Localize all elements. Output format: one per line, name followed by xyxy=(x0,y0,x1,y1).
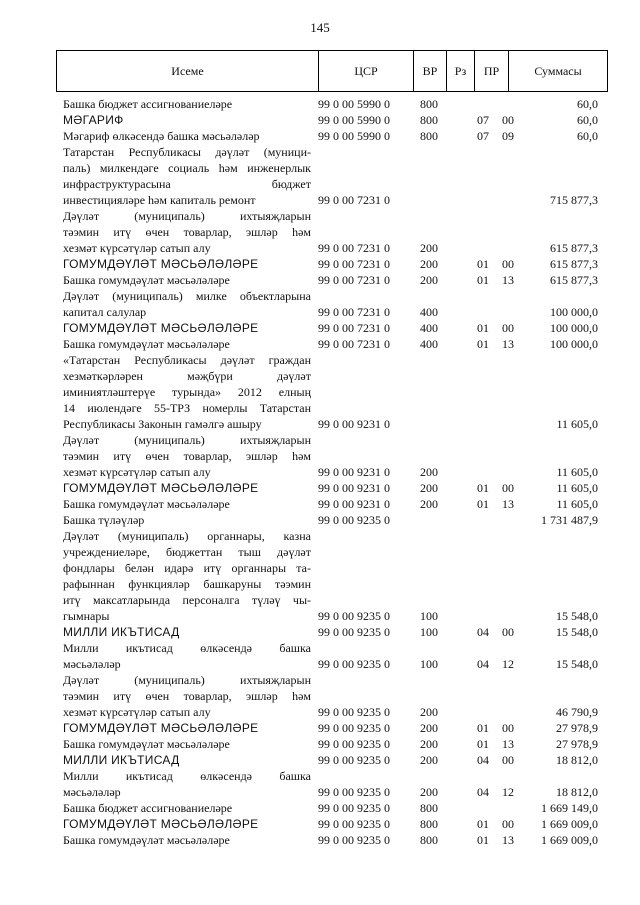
table-row xyxy=(0,256,640,272)
row-name-line: иминиятлəштерүе турында» 2012 елның xyxy=(63,385,311,399)
row-csr: 99 0 00 5990 0 xyxy=(318,113,390,127)
row-csr: 99 0 00 7231 0 xyxy=(318,273,390,287)
row-sum: 15 548,0 xyxy=(556,657,598,671)
row-pr: 12 xyxy=(502,785,514,799)
row-csr: 99 0 00 9235 0 xyxy=(318,753,390,767)
table-row xyxy=(0,624,640,640)
row-name-line: рафыннан функциялəр башкаруны тəэмин xyxy=(63,577,311,591)
row-csr: 99 0 00 7231 0 xyxy=(318,305,390,319)
row-name-line: итү максатларында персоналга түлəү чы- xyxy=(63,593,311,607)
table-header xyxy=(56,50,608,92)
row-name xyxy=(63,512,311,528)
row-name-line: Дəүлəт (муниципаль) ихтыяҗларын xyxy=(63,209,311,223)
table-row xyxy=(0,352,640,432)
row-name-line: Башка бюджет ассигнованиелəре xyxy=(63,801,233,815)
table-row xyxy=(0,512,640,528)
row-vr: 100 xyxy=(420,625,438,639)
row-name-line: ГОМУМДӘҮЛӘТ МӘСЬӘЛӘЛӘРЕ xyxy=(63,721,259,735)
row-name-line: Башка гомумдəүлəт мəсьəлəлəре xyxy=(63,497,230,511)
row-csr: 99 0 00 7231 0 xyxy=(318,337,390,351)
row-csr: 99 0 00 9235 0 xyxy=(318,609,390,623)
row-name-line: фондлары белəн идарə итү органнары та- xyxy=(63,561,311,575)
table-row xyxy=(0,528,640,624)
row-csr: 99 0 00 9231 0 xyxy=(318,417,390,431)
row-csr: 99 0 00 7231 0 xyxy=(318,321,390,335)
row-csr: 99 0 00 9235 0 xyxy=(318,801,390,815)
row-vr: 200 xyxy=(420,241,438,255)
row-csr: 99 0 00 7231 0 xyxy=(318,257,390,271)
table-row xyxy=(0,96,640,112)
row-rz: 01 xyxy=(477,833,489,847)
row-name xyxy=(63,640,311,672)
row-name xyxy=(63,432,311,480)
row-sum: 1 669 009,0 xyxy=(541,817,598,831)
row-name-line: ГОМУМДӘҮЛӘТ МӘСЬӘЛӘЛӘРЕ xyxy=(63,321,259,335)
row-csr: 99 0 00 9235 0 xyxy=(318,737,390,751)
row-name xyxy=(63,832,311,848)
row-vr: 200 xyxy=(420,705,438,719)
row-vr: 800 xyxy=(420,801,438,815)
column-header-csr: ЦСР xyxy=(319,51,414,91)
row-csr: 99 0 00 9231 0 xyxy=(318,465,390,479)
row-name-line: Дəүлəт (муниципаль) милке объектларына xyxy=(63,289,311,303)
row-vr: 200 xyxy=(420,785,438,799)
row-vr: 800 xyxy=(420,97,438,111)
row-name-line: Башка гомумдəүлəт мəсьəлəлəре xyxy=(63,337,230,351)
row-name-line: мəсьəлəлəр xyxy=(63,785,121,799)
row-rz: 01 xyxy=(477,321,489,335)
column-header-pr: ПР xyxy=(475,51,509,91)
row-name-line: капитал салулар xyxy=(63,305,147,319)
row-name xyxy=(63,752,311,768)
row-sum: 615 877,3 xyxy=(550,273,598,287)
row-name xyxy=(63,256,311,272)
row-vr: 400 xyxy=(420,337,438,351)
row-sum: 100 000,0 xyxy=(550,305,598,319)
row-sum: 60,0 xyxy=(577,113,598,127)
row-csr: 99 0 00 9235 0 xyxy=(318,721,390,735)
row-rz: 01 xyxy=(477,273,489,287)
row-vr: 800 xyxy=(420,817,438,831)
row-name-line: гымнары xyxy=(63,609,110,623)
row-name-line: Милли икътисад өлкəсендə башка xyxy=(63,769,311,783)
row-pr: 13 xyxy=(502,833,514,847)
row-name-line: Башка түлəүлəр xyxy=(63,513,145,527)
row-sum: 615 877,3 xyxy=(550,241,598,255)
row-pr: 00 xyxy=(502,113,514,127)
row-name-line: Дəүлəт (муниципаль) ихтыяҗларын xyxy=(63,673,311,687)
table-row xyxy=(0,752,640,768)
row-name xyxy=(63,288,311,320)
row-vr: 800 xyxy=(420,113,438,127)
row-pr: 12 xyxy=(502,657,514,671)
table-row xyxy=(0,800,640,816)
row-pr: 00 xyxy=(502,625,514,639)
row-name xyxy=(63,736,311,752)
row-sum: 11 605,0 xyxy=(556,417,598,431)
row-name-line: Башка гомумдəүлəт мəсьəлəлəре xyxy=(63,833,230,847)
row-vr: 200 xyxy=(420,753,438,767)
row-sum: 1 731 487,9 xyxy=(541,513,598,527)
row-name-line: ГОМУМДӘҮЛӘТ МӘСЬӘЛӘЛӘРЕ xyxy=(63,481,259,495)
row-name xyxy=(63,800,311,816)
table-row xyxy=(0,640,640,672)
row-rz: 01 xyxy=(477,737,489,751)
row-csr: 99 0 00 9231 0 xyxy=(318,497,390,511)
table-row xyxy=(0,480,640,496)
row-name xyxy=(63,272,311,288)
row-name-line: хезмəт күрсəтүлəр сатып алу xyxy=(63,241,211,255)
table-row xyxy=(0,432,640,480)
table-row xyxy=(0,320,640,336)
row-sum: 15 548,0 xyxy=(556,625,598,639)
row-pr: 00 xyxy=(502,753,514,767)
row-name xyxy=(63,112,311,128)
table-row xyxy=(0,496,640,512)
row-sum: 27 978,9 xyxy=(556,721,598,735)
row-csr: 99 0 00 9235 0 xyxy=(318,833,390,847)
row-sum: 1 669 149,0 xyxy=(541,801,598,815)
page-number: 145 xyxy=(310,20,330,35)
table-row xyxy=(0,768,640,800)
row-csr: 99 0 00 9235 0 xyxy=(318,513,390,527)
row-rz: 04 xyxy=(477,785,489,799)
row-csr: 99 0 00 5990 0 xyxy=(318,129,390,143)
row-vr: 200 xyxy=(420,497,438,511)
row-vr: 800 xyxy=(420,833,438,847)
column-header-name: Исеме xyxy=(57,51,319,91)
row-sum: 715 877,3 xyxy=(550,193,598,207)
row-name-line: мəсьəлəлəр xyxy=(63,657,121,671)
row-sum: 11 605,0 xyxy=(556,481,598,495)
row-pr: 13 xyxy=(502,737,514,751)
row-sum: 100 000,0 xyxy=(550,321,598,335)
row-name xyxy=(63,480,311,496)
table-row xyxy=(0,720,640,736)
row-rz: 04 xyxy=(477,625,489,639)
row-sum: 46 790,9 xyxy=(556,705,598,719)
row-sum: 15 548,0 xyxy=(556,609,598,623)
table-row xyxy=(0,128,640,144)
row-sum: 100 000,0 xyxy=(550,337,598,351)
row-name xyxy=(63,496,311,512)
row-name xyxy=(63,144,311,208)
table-row xyxy=(0,336,640,352)
row-name xyxy=(63,528,311,624)
row-name xyxy=(63,352,311,432)
column-header-vr: ВР xyxy=(414,51,447,91)
row-rz: 01 xyxy=(477,337,489,351)
row-name-line: инвестициялəре һəм капиталь ремонт xyxy=(63,193,256,207)
row-name xyxy=(63,816,311,832)
row-pr: 13 xyxy=(502,337,514,351)
row-name-line: «Татарстан Республикасы дəүлəт граждан xyxy=(63,353,311,367)
table-row xyxy=(0,272,640,288)
row-rz: 01 xyxy=(477,481,489,495)
row-name-line: МИЛЛИ ИКЪТИСАД xyxy=(63,625,180,639)
row-name xyxy=(63,320,311,336)
row-rz: 01 xyxy=(477,497,489,511)
row-vr: 200 xyxy=(420,737,438,751)
row-csr: 99 0 00 9235 0 xyxy=(318,817,390,831)
row-rz: 01 xyxy=(477,721,489,735)
row-name-line: хезмəт күрсəтүлəр сатып алу xyxy=(63,705,211,719)
column-header-sum: Суммасы xyxy=(534,64,582,78)
row-name-line: Республикасы Законын гамəлгə ашыру xyxy=(63,417,262,431)
row-vr: 800 xyxy=(420,129,438,143)
row-rz: 07 xyxy=(477,113,489,127)
row-csr: 99 0 00 7231 0 xyxy=(318,193,390,207)
row-pr: 00 xyxy=(502,257,514,271)
row-sum: 11 605,0 xyxy=(556,497,598,511)
row-sum: 60,0 xyxy=(577,97,598,111)
row-sum: 1 669 009,0 xyxy=(541,833,598,847)
table-row xyxy=(0,672,640,720)
row-vr: 200 xyxy=(420,273,438,287)
row-name-line: Мəгариф өлкəсендə башка мəсьəлəлəр xyxy=(63,129,260,143)
row-name-line: тəэмин итү өчен товарлар, эшлəр һəм xyxy=(63,225,311,239)
row-csr: 99 0 00 7231 0 xyxy=(318,241,390,255)
row-name xyxy=(63,336,311,352)
row-name xyxy=(63,208,311,256)
row-name-line: Башка гомумдəүлəт мəсьəлəлəре xyxy=(63,273,230,287)
row-name-line: Башка бюджет ассигнованиелəре xyxy=(63,97,233,111)
row-name-line: Дəүлəт (муниципаль) органнары, казна xyxy=(63,529,311,543)
table-row xyxy=(0,208,640,256)
row-name-line: Милли икътисад өлкəсендə башка xyxy=(63,641,311,655)
row-rz: 04 xyxy=(477,753,489,767)
row-vr: 400 xyxy=(420,305,438,319)
row-name-line: учреждениелəре, бюджеттан тыш дəүлəт xyxy=(63,545,311,559)
row-name-line: Дəүлəт (муниципаль) ихтыяҗларын xyxy=(63,433,311,447)
row-name-line: паль) милкендəге социаль һəм инженерлык xyxy=(63,161,311,175)
row-csr: 99 0 00 9235 0 xyxy=(318,657,390,671)
row-csr: 99 0 00 9235 0 xyxy=(318,785,390,799)
row-name-line: хезмəт күрсəтүлəр сатып алу xyxy=(63,465,211,479)
row-vr: 200 xyxy=(420,257,438,271)
row-rz: 07 xyxy=(477,129,489,143)
table-row xyxy=(0,288,640,320)
row-vr: 100 xyxy=(420,657,438,671)
row-name-line: тəэмин итү өчен товарлар, эшлəр һəм xyxy=(63,449,311,463)
row-name xyxy=(63,624,311,640)
row-name-line: МӘГАРИФ xyxy=(63,113,124,127)
row-name xyxy=(63,96,311,112)
row-csr: 99 0 00 9235 0 xyxy=(318,705,390,719)
row-sum: 11 605,0 xyxy=(556,465,598,479)
row-sum: 18 812,0 xyxy=(556,753,598,767)
row-name-line: ГОМУМДӘҮЛӘТ МӘСЬӘЛӘЛӘРЕ xyxy=(63,257,259,271)
row-pr: 00 xyxy=(502,321,514,335)
row-pr: 13 xyxy=(502,497,514,511)
column-header-rz: Рз xyxy=(447,51,475,91)
row-rz: 01 xyxy=(477,817,489,831)
row-sum: 60,0 xyxy=(577,129,598,143)
table-row xyxy=(0,112,640,128)
row-csr: 99 0 00 5990 0 xyxy=(318,97,390,111)
row-vr: 400 xyxy=(420,321,438,335)
row-sum: 18 812,0 xyxy=(556,785,598,799)
row-vr: 200 xyxy=(420,721,438,735)
row-name-line: 14 июлендəге 55-ТРЗ номерлы Татарстан xyxy=(63,401,311,415)
row-name xyxy=(63,128,311,144)
row-name-line: инфраструктурасына бюджет xyxy=(63,177,311,191)
row-pr: 00 xyxy=(502,481,514,495)
table-row xyxy=(0,832,640,848)
row-name-line: хезмəткəрлəрен мəҗбүри дəүлəт xyxy=(63,369,311,383)
row-name-line: ГОМУМДӘҮЛӘТ МӘСЬӘЛӘЛӘРЕ xyxy=(63,817,259,831)
row-name xyxy=(63,672,311,720)
table-row xyxy=(0,816,640,832)
row-pr: 09 xyxy=(502,129,514,143)
row-csr: 99 0 00 9231 0 xyxy=(318,481,390,495)
row-name-line: МИЛЛИ ИКЪТИСАД xyxy=(63,753,180,767)
row-vr: 200 xyxy=(420,481,438,495)
row-vr: 200 xyxy=(420,465,438,479)
row-name xyxy=(63,768,311,800)
row-csr: 99 0 00 9235 0 xyxy=(318,625,390,639)
row-vr: 100 xyxy=(420,609,438,623)
row-pr: 00 xyxy=(502,721,514,735)
row-pr: 13 xyxy=(502,273,514,287)
row-sum: 615 877,3 xyxy=(550,257,598,271)
row-name-line: тəэмин итү өчен товарлар, эшлəр һəм xyxy=(63,689,311,703)
row-rz: 01 xyxy=(477,257,489,271)
row-name xyxy=(63,720,311,736)
row-name-line: Башка гомумдəүлəт мəсьəлəлəре xyxy=(63,737,230,751)
row-sum: 27 978,9 xyxy=(556,737,598,751)
table-row xyxy=(0,736,640,752)
row-name-line: Татарстан Республикасы дəүлəт (муници- xyxy=(63,145,311,159)
table-row xyxy=(0,144,640,208)
row-rz: 04 xyxy=(477,657,489,671)
row-pr: 00 xyxy=(502,817,514,831)
